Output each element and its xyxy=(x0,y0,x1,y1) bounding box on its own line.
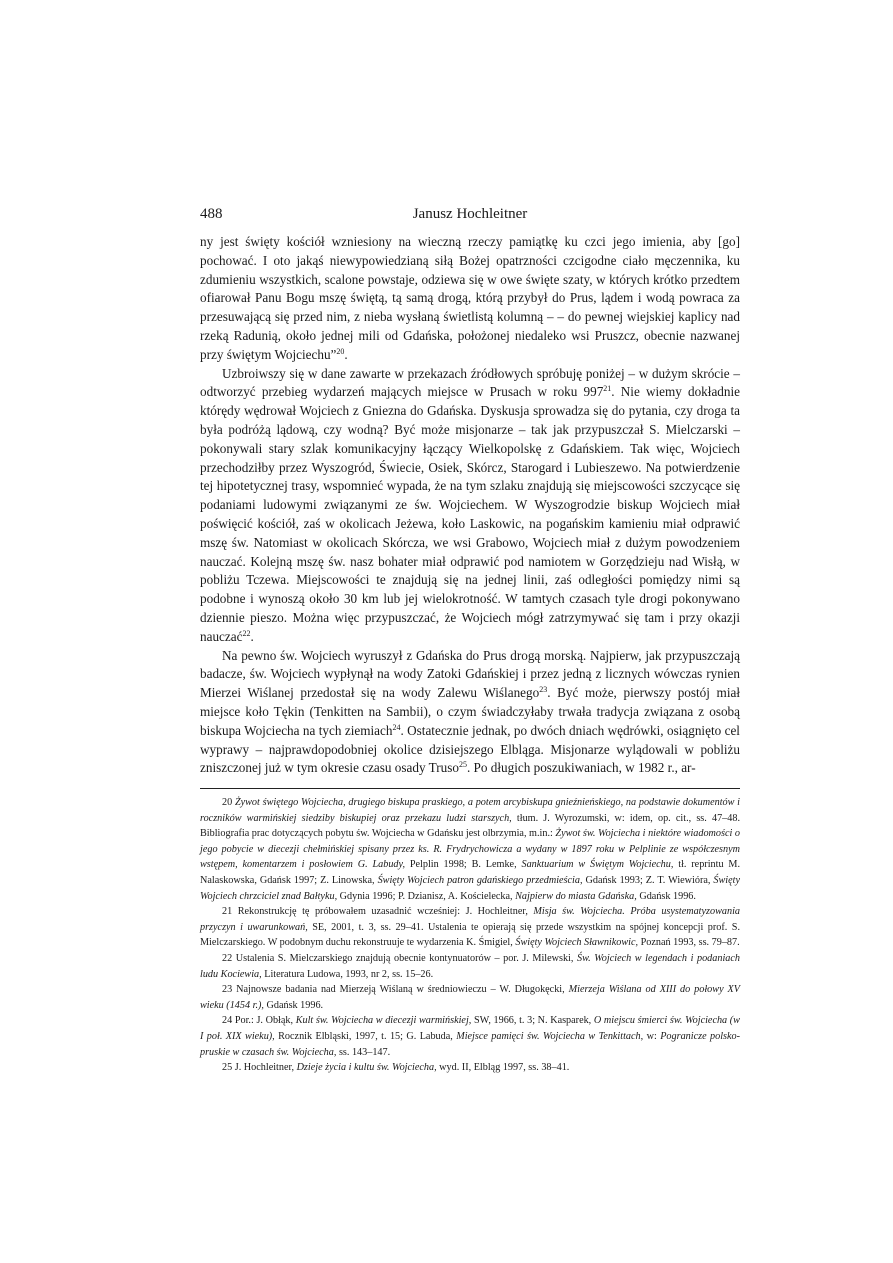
footnote-fn22 xyxy=(200,951,740,982)
footnote-ref: 23 xyxy=(539,685,548,695)
text-run: 23 Najnowsze badania nad Mierzeją Wiślaną w średniowieczu – W. Długokęcki, xyxy=(222,984,569,996)
italic-title: Dzieje życia i kultu św. Wojciecha, xyxy=(296,1062,437,1074)
footnote-separator xyxy=(200,788,740,789)
paragraph-p3 xyxy=(200,647,740,779)
page-number: 488 xyxy=(200,206,223,222)
document-page xyxy=(200,203,740,1076)
text-run: w: xyxy=(643,1031,661,1043)
footnote-ref: 24 xyxy=(392,722,401,732)
italic-title: Miejsce pamięci św. Wojciecha w Tenkittach, xyxy=(456,1031,644,1043)
footnote-fn24 xyxy=(200,1013,740,1060)
italic-title: Żywot św. Wojciecha i niektóre wiadomości o jego pobycie w diecezji chełmińskiej spisany przez ks. R. Frydrychowicza a wydany w 1897 roku w Pelplinie ze współczesnym wstępem, komentarzem i posłowiem G. Labudy, xyxy=(200,828,740,871)
page-header xyxy=(200,203,740,225)
text-run: 20 xyxy=(222,797,235,809)
text-run: SE, 2001, t. 3, ss. 29–41. Ustalenia te opierają się przede wszystkim na spójnej koncepcji prof. S. Mielczarskiego. W podobnym duchu rekonstruuje te wydarzenia K. Śmigiel, xyxy=(200,921,740,949)
text-run: tłum. J. Wyrozumski, w: idem, op. cit., ss. 47–48. Bibliografia prac dotyczących pobytu św. Wojciecha w Gdańsku jest olbrzymia, m.in.: xyxy=(200,812,740,840)
running-head-author: Janusz Hochleitner xyxy=(412,206,528,222)
text-run: tł. reprintu M. Nalaskowska, Gdańsk 1997; Z. Linowska, xyxy=(200,859,740,887)
italic-title: Misja św. Wojciecha. Próba usystematyzowania przyczyn i uwarunkowań, xyxy=(200,906,740,933)
text-run: ss. 143–147. xyxy=(336,1046,391,1058)
footnote-fn21 xyxy=(200,904,740,951)
text-run: . Nie wiemy dokładnie którędy wędrował Wojciech z Gniezna do Gdańska. Dyskusja sprowadza się do pytania, czy droga ta była podróżą lądową, czy wodną? Być może misjonarze – tak jak przypuszczał S. Mielczarski – pokonywali stary szlak komunikacyjny łączący Wielkopolskę z Gdańskiem. Tak więc, Wojciech przechodziłby przez Wyszogród, Świecie, Osiek, Skórcz, Starogard i Lubieszewo. Na potwierdzenie tej hipotetycznej trasy, wspomnieć wypada, że na tym szlaku znajdują się miejscowości szczycące się podaniami ludowymi związanymi ze św. Wojciechem. W Wyszogrodzie biskup Wojciech miał poświęcić kościół, zaś w okolicach Jeżewa, koło Laskowic, na pogańskim kamieniu miał odprawić mszę św. Natomiast w okolicach Skórcza, we wsi Grabowo, Wojciech miał z dużym powodzeniem nauczać. Kolejną mszę św. nasz bohater miał odprawić pod namiotem w Gorzędzieju nad Wisłą, w pobliżu Tczewa. Miejscowości te znajdują się na jednej linii, zaś odległości pomiędzy nimi są podobne i wynoszą około 30 km lub jej wielokrotność. W tamtych czasach tyle drogi pokonywano dziennie pieszo. Można więc przypuszczać, że Wojciech mógł zatrzymywać się tam i przy okazji nauczać xyxy=(200,384,741,644)
text-run: SW, 1966, t. 3; N. Kasparek, xyxy=(471,1015,594,1027)
italic-title: Sanktuarium w Świętym Wojciechu, xyxy=(521,859,674,871)
text-run: Poznań 1993, ss. 79–87. xyxy=(638,937,740,949)
italic-title: Święty Wojciech chrzciciel znad Bałtyku, xyxy=(200,875,740,902)
text-run: Pelplin 1998; B. Lemke, xyxy=(405,859,522,871)
text-run: Gdynia 1996; P. Dzianisz, A. Kościelecka, xyxy=(337,890,516,902)
text-run: Gdańsk 1996. xyxy=(263,999,324,1011)
footnote-fn25 xyxy=(200,1060,740,1076)
italic-title: Pogranicze polsko-pruskie w czasach św. Wojciecha, xyxy=(200,1031,741,1058)
text-run: . xyxy=(344,346,348,362)
footnote-fn20 xyxy=(200,795,740,904)
text-run: . Po długich poszukiwaniach, w 1982 r., ar- xyxy=(466,760,696,776)
footnote-ref: 22 xyxy=(242,628,251,638)
italic-title: Najpierw do miasta Gdańska, xyxy=(515,890,637,902)
text-run: Literatura Ludowa, 1993, nr 2, ss. 15–26. xyxy=(261,968,434,980)
text-run: 24 Por.: J. Obłąk, xyxy=(222,1015,296,1027)
paragraph-p1 xyxy=(200,233,740,365)
footnote-ref: 25 xyxy=(458,760,467,770)
text-run: ny jest święty kościół wzniesiony na wieczną rzeczy pamiątkę ku czci jego imienia, aby [go] pochować. I oto jakąś niewypowiedzianą siłą Bożej opatrzności czcigodne ciało męczennika, ku zdumieniu wszystkich, scalone powstaje, odziewa się w owe święte szaty, w których krótko przedtem ofiarował Panu Bogu mszę świętą, tą samą drogą, którą przybył do Prus, lądem i wodą powraca za przesuwającą się przed nim, z nieba wysłaną świetlistą kolumną – – do pewnej wiejskiej kaplicy nad rzeką Radunią, około jednej mili od Gdańska, położonej niedaleko wsi Pruszcz, obecnie nazwanej przy świętym Wojciechu” xyxy=(200,234,740,362)
text-run: wyd. II, Elbląg 1997, ss. 38–41. xyxy=(436,1062,570,1074)
text-run: Rocznik Elbląski, 1997, t. 15; G. Labuda, xyxy=(274,1031,457,1043)
text-run: 22 Ustalenia S. Mielczarskiego znajdują obecnie kontynuatorów – por. J. Milewski, xyxy=(222,953,577,965)
body-text xyxy=(200,233,740,778)
text-run: Gdańsk 1996. xyxy=(636,890,696,902)
text-run: Uzbroiwszy się w dane zawarte w przekazach źródłowych spróbuję poniżej – w dużym skrócie – odtworzyć przebieg wydarzeń mających miejsce w Prusach w roku 997 xyxy=(200,365,740,400)
footnote-ref: 20 xyxy=(336,346,345,356)
footnote-fn23 xyxy=(200,982,740,1013)
text-run: . xyxy=(250,628,254,644)
italic-title: Święty Wojciech Sławnikowic, xyxy=(515,937,639,949)
text-run: 25 J. Hochleitner, xyxy=(222,1062,297,1074)
italic-title: Kult św. Wojciecha w diecezji warmińskiej, xyxy=(295,1015,472,1027)
italic-title: Mierzeja Wiślana od XIII do połowy XV wieku (1454 r.), xyxy=(200,984,740,1011)
footnotes xyxy=(200,795,740,1076)
italic-title: Św. Wojciech w legendach i podaniach ludu Kociewia, xyxy=(200,953,740,980)
footnote-ref: 21 xyxy=(603,384,612,394)
italic-title: Żywot świętego Wojciecha, drugiego biskupa praskiego, a potem arcybiskupa gnieźnieńskiego, na podstawie dokumentów i roczników warmińskiej siedziby biskupiej oraz przekazu ludzi starszych, xyxy=(200,797,741,824)
italic-title: O miejscu śmierci św. Wojciecha (w I poł. XIX wieku), xyxy=(200,1015,740,1043)
text-run: Gdańsk 1993; Z. T. Wiewióra, xyxy=(582,875,714,887)
text-run: Na pewno św. Wojciech wyruszył z Gdańska do Prus drogą morską. Najpierw, jak przypuszczają badacze, św. Wojciech wypłynął na wody Zatoki Gdańskiej i przez jedną z licznych wówczas rynien Mierzei Wiślanej przedostał się na wody Zalewu Wiślanego xyxy=(200,647,740,701)
text-run: . Być może, pierwszy postój miał miejsce koło Tękin (Tenkitten na Sambii), o czym świadczyłaby trwała tradycja związana z osobą biskupa Wojciecha na tych ziemiach xyxy=(200,685,740,738)
text-run: . Ostatecznie jednak, po dwóch dniach wędrówki, osiągnięto cel wyprawy – najprawdopodobniej okolice dzisiejszego Elbląga. Misjonarze wylądowali w pobliżu zniszczonej już w tym okresie czasu osady Truso xyxy=(200,722,740,776)
text-run: 21 Rekonstrukcję tę próbowałem uzasadnić wcześniej: J. Hochleitner, xyxy=(222,906,534,918)
paragraph-p2 xyxy=(200,365,740,647)
italic-title: Święty Wojciech patron gdańskiego przedmieścia, xyxy=(377,875,583,887)
